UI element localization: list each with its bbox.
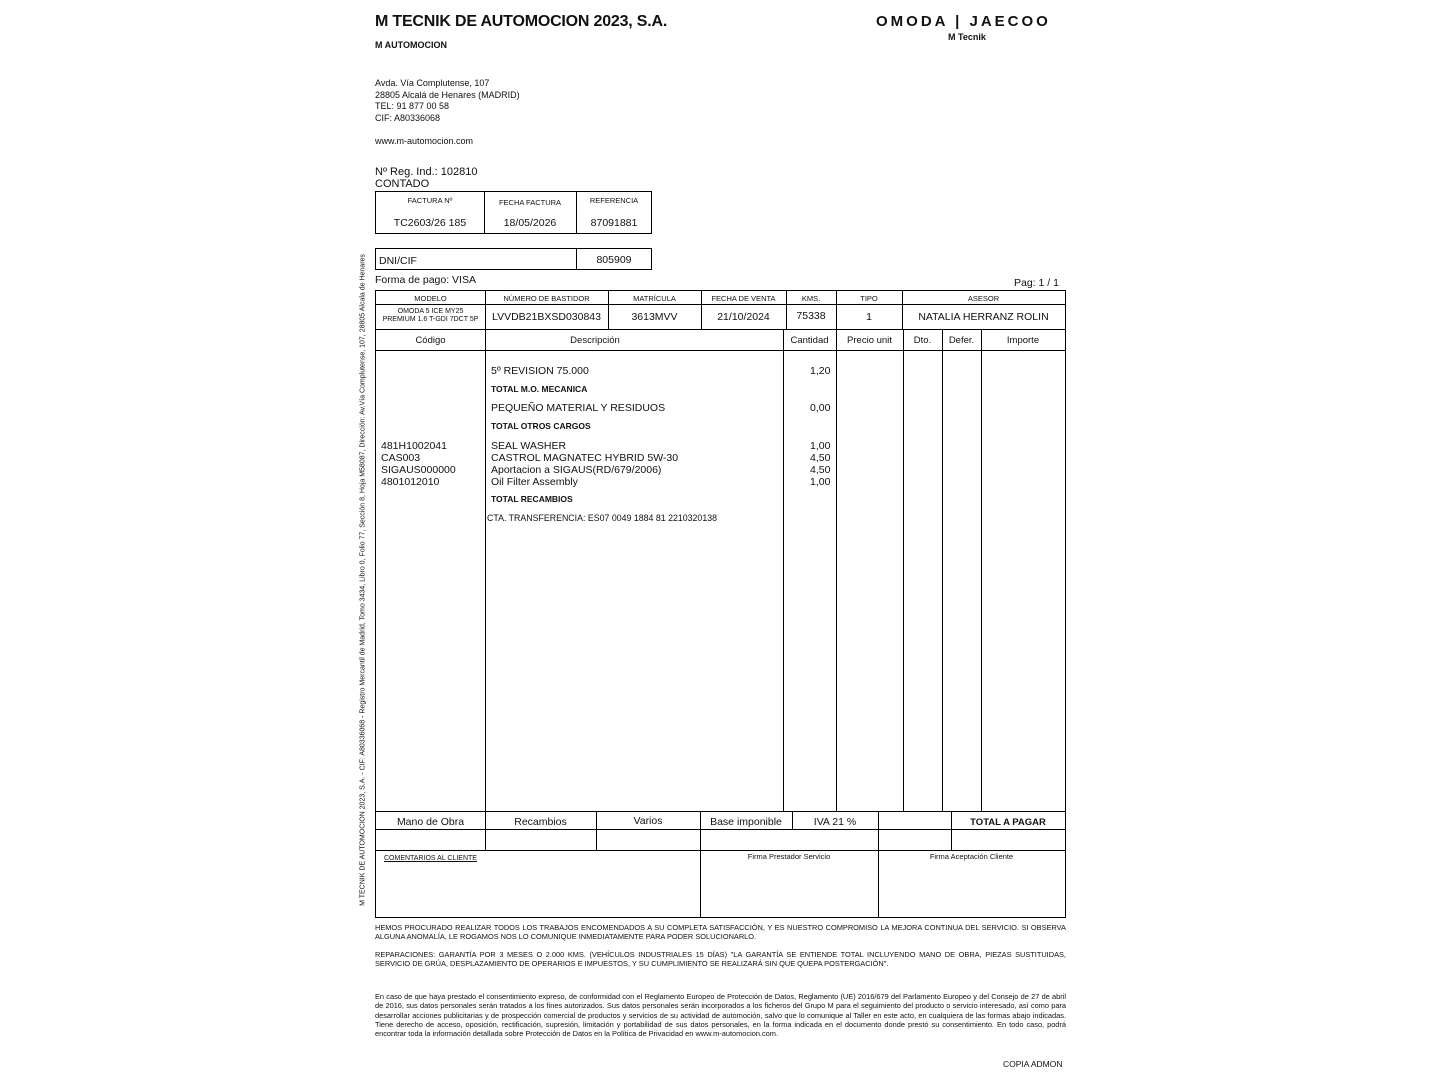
fecha-factura: 18/05/2026: [503, 217, 557, 229]
payment-type: CONTADO: [375, 178, 430, 190]
company-name: M TECNIK DE AUTOMOCION 2023, S.A.: [375, 13, 668, 30]
fecha-label: FECHA FACTURA: [498, 198, 562, 207]
line-code-3: 481H1002041: [381, 440, 447, 452]
totals-total-label: TOTAL A PAGAR: [970, 817, 1046, 828]
line-desc-3: SEAL WASHER: [491, 440, 567, 452]
lines-header-importe: Importe: [1006, 335, 1040, 346]
vehicle-tipo: 1: [866, 311, 872, 323]
client-code: 805909: [596, 254, 632, 266]
total-otros-label: TOTAL OTROS CARGOS: [491, 421, 591, 431]
line-code-5: SIGAUS000000: [381, 464, 456, 476]
totals-mano-obra-label: Mano de Obra: [396, 816, 465, 828]
address-line-1: Avda. Vía Complutense, 107: [375, 78, 490, 88]
side-registry-text: M TECNIK DE AUTOMOCION 2023, S.A. - CIF: A80336068 - Registro Mercantil de Madrid, Tomo 3434, Libro 0, Folio 77, Sección 8, Hoja M58087, Dirección: Av.Vía Complutense, 107, 28805 Alcala de Henares: [359, 254, 367, 906]
brand-logo: OMODA | JAECOO: [876, 13, 1051, 30]
vehicle-fecha-venta: 21/10/2024: [717, 311, 770, 323]
dni-label: DNI/CIF: [379, 255, 417, 267]
invoice-box: [375, 191, 652, 234]
factura-label: FACTURA Nº: [407, 196, 453, 205]
line-code-4: CAS003: [381, 452, 421, 464]
line-qty-5: 4,50: [810, 464, 831, 476]
vehicle-modelo-1: OMODA 5 ICE MY25: [397, 308, 464, 315]
address-cif: CIF: A80336068: [375, 113, 441, 123]
line-qty-1: 1,20: [810, 365, 831, 377]
registry-number: Nº Reg. Ind.: 102810: [375, 166, 478, 178]
total-mo-label: TOTAL M.O. MECANICA: [491, 384, 588, 394]
company-subtitle: M AUTOMOCION: [375, 40, 447, 50]
firma-prestador-label: Firma Prestador Servicio: [747, 852, 831, 861]
client-box: [375, 248, 652, 270]
lines-header-cantidad: Cantidad: [790, 335, 829, 346]
lines-header-codigo: Código: [415, 335, 446, 346]
bank-transfer-account: CTA. TRANSFERENCIA: ES07 0049 1884 81 2210320138: [487, 513, 717, 523]
address-web: www.m-automocion.com: [375, 136, 474, 146]
vehicle-kms: 75338: [796, 310, 826, 322]
footer-satisfaction: HEMOS PROCURADO REALIZAR TODOS LOS TRABAJOS ENCOMENDADOS A SU COMPLETA SATISFACCIÓN, Y ES NUESTRO COMPROMISO LA MEJORA CONTINUA DEL SERVICIO. SI OBSERVA ALGUNA ANOMALÍA, LE ROGAMOS NOS LO COMUNIQUE INMEDIATAMENTE PARA PODER SOLUCIONARLO.: [375, 923, 1066, 942]
firma-cliente-label: Firma Aceptación Cliente: [929, 852, 1014, 861]
totals-iva-label: IVA 21 %: [813, 816, 857, 828]
line-qty-2: 0,00: [810, 402, 831, 414]
vehicle-table: [375, 290, 1066, 330]
totals-varios-label: Varios: [633, 815, 663, 827]
line-desc-6: Oil Filter Assembly: [491, 476, 578, 488]
line-code-6: 4801012010: [381, 476, 440, 488]
address-line-2: 28805 Alcalá de Henares (MADRID): [375, 90, 520, 100]
vehicle-header-bastidor: NÚMERO DE BASTIDOR: [503, 294, 590, 303]
address-tel: TEL: 91 877 00 58: [375, 101, 450, 111]
totals-base-label: Base imponible: [710, 816, 782, 828]
lines-header-precio: Precio unit: [847, 335, 892, 346]
copy-label: COPIA ADMON: [1003, 1059, 1063, 1069]
brand-subtitle: M Tecnik: [948, 32, 986, 42]
lines-header-defer: Defer.: [948, 335, 975, 346]
line-qty-3: 1,00: [810, 440, 831, 452]
vehicle-asesor: NATALIA HERRANZ ROLIN: [918, 311, 1049, 323]
line-qty-6: 1,00: [810, 476, 831, 488]
line-desc-1: 5º REVISION 75.000: [491, 365, 589, 377]
vehicle-header-modelo: MODELO: [414, 294, 447, 303]
line-desc-5: Aportacion a SIGAUS(RD/679/2006): [491, 464, 662, 476]
total-recambios-label: TOTAL RECAMBIOS: [491, 494, 573, 504]
vehicle-matricula: 3613MVV: [631, 311, 678, 323]
line-qty-4: 4,50: [810, 452, 831, 464]
vehicle-header-tipo: TIPO: [860, 294, 878, 303]
lines-header-descripcion: Descripción: [570, 335, 620, 346]
referencia: 87091881: [590, 217, 638, 229]
line-desc-2: PEQUEÑO MATERIAL Y RESIDUOS: [491, 402, 666, 414]
vehicle-header-kms: KMS.: [801, 294, 821, 303]
footer-warranty: REPARACIONES: GARANTÍA POR 3 MESES O 2.000 KMS. (VEHÍCULOS INDUSTRIALES 15 DÍAS) "LA GARANTÍA SE ENTIENDE TOTAL INCLUYENDO MANO DE OBRA, PIEZAS SUSTITUIDAS, SERVICIO DE GRÚA, DESPLAZAMIENTO DE OPERARIOS E IMPUESTOS, Y SU CUMPLIMIENTO SE REALIZARÁ SIN QUE QUEPA POSTERGACIÓN".: [375, 950, 1066, 969]
factura-number: TC2603/26 185: [393, 217, 467, 229]
lines-header-dto: Dto.: [913, 335, 932, 346]
line-desc-4: CASTROL MAGNATEC HYBRID 5W-30: [491, 452, 679, 464]
footer-privacy: En caso de que haya prestado el consentimiento expreso, de conformidad con el Reglamento Europeo de Protección de Datos, Reglamento (UE) 2016/679 del Parlamento Europeo y del Consejo de 27 de abril de 2016, sus datos personales serán tratados a los fines autorizados. Sus datos personales serán incorporados a los ficheros del Grupo M para el seguimiento del producto o servicio interesado, así como para desarrollar acciones publicitarias y de prospección comercial de productos y servicios de su actividad de automoción, salvo que lo comunique al Taller en este acto, en cualquiera de las formas abajo indicadas. Tiene derecho de acceso, oposición, rectificación, supresión, limitación y portabilidad de sus datos personales, en la forma indicada en el documento donde prestó su consentimiento. En todo caso, podrá encontrar toda la información detallada sobre Protección de Datos en la Política de Privacidad en www.m-automocion.com.: [375, 992, 1066, 1039]
totals-recambios-label: Recambios: [514, 816, 567, 828]
vehicle-header-matricula: MATRÍCULA: [633, 294, 676, 303]
vehicle-header-asesor: ASESOR: [967, 294, 1000, 303]
lines-table: [375, 330, 1066, 918]
vehicle-header-fecha: FECHA DE VENTA: [711, 294, 776, 303]
page-number: Pag: 1 / 1: [1014, 277, 1059, 289]
comentarios-label: COMENTARIOS AL CLIENTE: [384, 855, 477, 862]
vehicle-bastidor: LVVDB21BXSD030843: [492, 311, 601, 323]
vehicle-modelo-2: PREMIUM 1.6 T-GDI 7DCT 5P: [382, 316, 479, 323]
referencia-label: REFERENCIA: [589, 196, 639, 205]
payment-method: Forma de pago: VISA: [375, 274, 476, 286]
